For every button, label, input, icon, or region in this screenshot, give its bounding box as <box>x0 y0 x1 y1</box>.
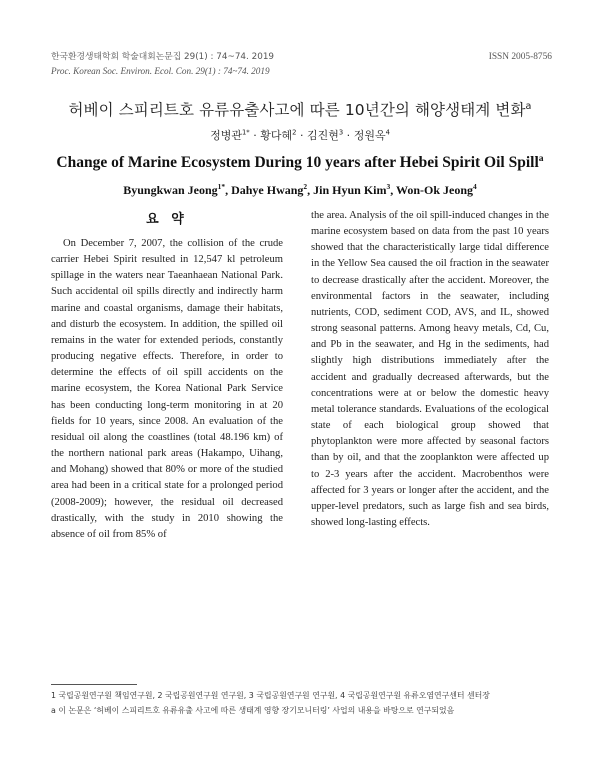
author-ko-4: 정원옥 <box>353 129 386 142</box>
author-separator-en: , <box>225 183 232 197</box>
abstract-left-column: On December 7, 2007, the collision of the crude carrier Hebei Spirit resulted in 12,547 kl petroleum spillage in the waters near Taeanhaean National Park. Such accidental oil spills directly and indirectly harm marine and coastal organisms, damage their habitats, and disturb the ecosystem. In addition, the spilled oil remains in the water for extended periods, constantly producing negative effects. Therefore, in order to determine the effects of oil spill accidents on the marine ecosystem, the Korea National Park Service has been conducting long-term monitoring in at 20 fields for 10 years, since 2008. An evaluation of the residual oil along the coastlines (total 48.196 km) of the northern national park areas (Hakampo, Uihang, and Mohang) showed that 80% or more of the studied area had been in a critical state for a prolonged period (2008-2009); however, the residual oil decreased drastically, with the study in 2010 showing the absence of oil from 85% of <box>51 238 283 540</box>
title-english-text: Change of Marine Ecosystem During 10 years after Hebei Spirit Oil Spill <box>56 154 539 171</box>
author-ko-1: 정병관 <box>210 129 242 142</box>
author-ko-2-mark: 2 <box>292 128 297 137</box>
author-en-2-mark: 2 <box>303 182 308 191</box>
author-separator: · <box>296 129 307 142</box>
author-ko-1-mark: 1* <box>241 128 250 137</box>
title-korean-text: 허베이 스피리트호 유류유출사고에 따른 10년간의 해양생태계 변화 <box>68 101 526 119</box>
journal-citation-korean: 한국환경생태학회 학술대회논문집 29(1) : 74~74. 2019 <box>51 52 275 62</box>
author-en-2: Dahye Hwang <box>231 183 304 197</box>
author-en-4: Won-Ok Jeong <box>396 183 474 197</box>
author-en-1-mark: 1* <box>217 182 226 191</box>
author-separator-en: , <box>307 183 314 197</box>
journal-header <box>51 50 552 78</box>
title-english <box>0 154 600 172</box>
footnote-affiliations: 1 국립공원연구원 책임연구원, 2 국립공원연구원 연구원, 3 국립공원연구원 연구원, 4 국립공원연구원 유류오염연구센터 센터장 <box>51 691 490 700</box>
title-korean-footnote-mark: a <box>525 100 532 112</box>
author-ko-4-mark: 4 <box>385 128 390 137</box>
footnote-funding: a 이 논문은 ‘허베이 스피리트호 유류유출 사고에 따른 생태계 영향 장기모니터링’ 사업의 내용을 바탕으로 연구되었음 <box>51 706 455 715</box>
journal-citation-english: Proc. Korean Soc. Environ. Ecol. Con. 29(1) : 74~74. 2019 <box>51 66 270 76</box>
author-ko-3-mark: 3 <box>338 128 344 137</box>
issn: ISSN 2005-8756 <box>488 52 552 62</box>
author-separator-en: , <box>390 183 396 197</box>
abstract-heading: 요 약 <box>146 212 188 227</box>
author-en-3-mark: 3 <box>386 182 391 191</box>
author-separator: · <box>343 129 354 142</box>
author-en-4-mark: 4 <box>473 182 477 191</box>
title-korean <box>0 98 600 120</box>
author-separator: · <box>249 129 261 142</box>
author-en-3: Jin Hyun Kim <box>313 183 387 197</box>
author-en-1: Byungkwan Jeong <box>123 183 218 197</box>
authors-korean <box>0 127 600 143</box>
abstract-right-column: the area. Analysis of the oil spill-induced changes in the marine ecosystem based on data from the past 10 years showed that the characteristically large tidal difference in the Yellow Sea caused the oil fraction in the seawater to decrease drastically after the accident. Moreover, the environmental factors in the seawater, including nutrients, COD, sediment COD, AVS, and IL, showed strong seasonal patterns. Among heavy metals, Cd, Cu, and Pb in the seawater, and Hg in the sediments, had slightly high distributions immediately after the accident and gradually decreased afterwards, but the concentrations were at or below the domestic heavy metal tolerance standards. Evaluations of the ecological state of each biological group showed that phytoplankton were more affected by seasonal factors than by oil, and that the zooplankton were affected up to 2-3 years after the accident. Macrobenthos were affected for 3 years or longer after the accident, and the upper-level predators, such as large fish and sea birds, showed long-lasting effects. <box>311 210 549 528</box>
author-ko-3: 김진현 <box>306 129 339 142</box>
authors-english <box>0 183 600 198</box>
author-ko-2: 황다혜 <box>260 129 293 142</box>
title-english-footnote-mark: a <box>538 152 544 164</box>
footnote-divider <box>51 684 137 685</box>
